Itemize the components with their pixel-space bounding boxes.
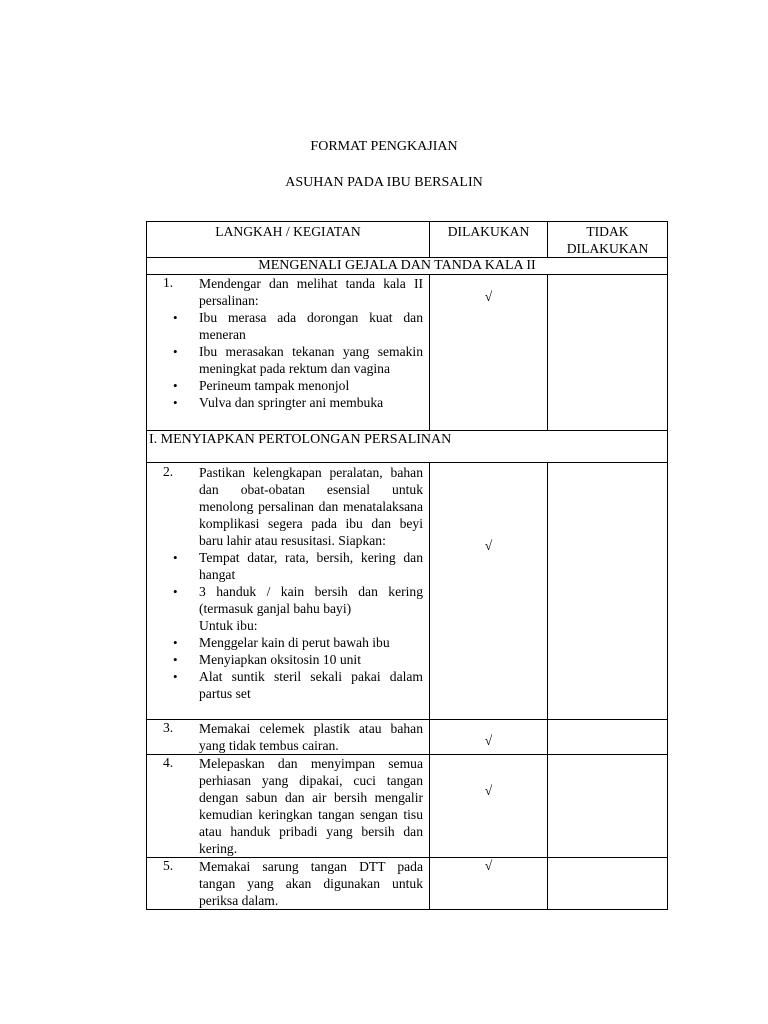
header-langkah: LANGKAH / KEGIATAN [147, 222, 430, 258]
step1-bullet: • Ibu merasa ada dorongan kuat dan meneran [199, 309, 423, 343]
step1-cell [147, 275, 430, 431]
table-row-step3 [147, 720, 668, 755]
step3-done-cell [430, 720, 548, 755]
step3-not-done-cell [548, 720, 668, 755]
step5-cell [147, 858, 430, 910]
step1-bullet-list [199, 309, 423, 411]
step5-done-cell [430, 858, 548, 910]
step2-number: 2. [163, 464, 174, 479]
step2-done-cell [430, 463, 548, 720]
step2-check-mark: √ [484, 538, 493, 553]
section-row-kala2 [147, 258, 668, 275]
step3-text: Memakai celemek plastik atau bahan yang tidak tembus cairan. [199, 721, 423, 753]
header-tidak-dilakukan [548, 222, 668, 258]
step2-bullet: • Menyiapkan oksitosin 10 unit [199, 651, 423, 668]
section-kala2-cell [147, 258, 668, 275]
step4-not-done-cell [548, 755, 668, 858]
step1-bullet: • Perineum tampak menonjol [199, 377, 423, 394]
step4-number: 4. [163, 755, 174, 770]
assessment-table [146, 221, 668, 910]
step2-cell [147, 463, 430, 720]
document-title: FORMAT PENGKAJIAN [310, 139, 458, 154]
section-persiapan-heading: I. MENYIAPKAN PERTOLONGAN PERSALINAN [147, 431, 668, 463]
step2-bullet-list-b [199, 634, 423, 702]
step1-not-done-cell [548, 275, 668, 431]
document-subtitle: ASUHAN PADA IBU BERSALIN [285, 175, 483, 190]
step2-bullet: • Menggelar kain di perut bawah ibu [199, 634, 423, 651]
step5-text: Memakai sarung tangan DTT pada tangan yang akan digunakan untuk periksa dalam. [199, 859, 423, 908]
step2-text: Pastikan kelengkapan peralatan, bahan dan obat-obatan esensial untuk menolong persalinan dan menatalaksana komplikasi segera pada ibu dan beyi baru lahir atau resusitasi. Siapkan: [199, 465, 423, 548]
step4-text: Melepaskan dan menyimpan semua perhiasan yang dipakai, cuci tangan dengan sabun dan air bersih mengalir kemudian keringkan tangan sengan tisu atau handuk pribadi yang bersih dan kering. [199, 756, 423, 856]
step5-number: 5. [163, 858, 174, 873]
document-title-block [0, 138, 768, 192]
table-header-row [147, 222, 668, 258]
step3-number: 3. [163, 720, 174, 735]
step3-check-mark: √ [484, 733, 493, 748]
step3-cell [147, 720, 430, 755]
table-row-step5 [147, 858, 668, 910]
header-tidak-line1: TIDAK [586, 224, 629, 239]
step1-done-cell [430, 275, 548, 431]
header-dilakukan: DILAKUKAN [430, 222, 548, 258]
step2-bullet: • Tempat datar, rata, bersih, kering dan hangat [199, 549, 423, 583]
step1-number: 1. [163, 275, 174, 290]
step2-bullet: • Alat suntik steril sekali pakai dalam partus set [199, 668, 423, 702]
step1-bullet: • Vulva dan springter ani membuka [199, 394, 423, 411]
step4-done-cell [430, 755, 548, 858]
step2-bullet: • 3 handuk / kain bersih dan kering (termasuk ganjal bahu bayi) [199, 583, 423, 617]
section-row-persiapan [147, 431, 668, 463]
step5-check-mark: √ [484, 858, 493, 873]
header-tidak-line2: DILAKUKAN [566, 241, 649, 256]
table-row-step2 [147, 463, 668, 720]
table-row-step4 [147, 755, 668, 858]
step1-bullet: • Ibu merasakan tekanan yang semakin meningkat pada rektum dan vagina [199, 343, 423, 377]
step1-check-mark: √ [484, 289, 493, 304]
table-row-step1 [147, 275, 668, 431]
step5-not-done-cell [548, 858, 668, 910]
section-kala2-heading: MENGENALI GEJALA DAN TANDA KALA II [258, 258, 536, 273]
step1-text: Mendengar dan melihat tanda kala II persalinan: [199, 276, 423, 308]
step2-not-done-cell [548, 463, 668, 720]
step4-cell [147, 755, 430, 858]
step2-bullet-list-a [199, 549, 423, 617]
step4-check-mark: √ [484, 783, 493, 798]
step2-subhead: Untuk ibu: [199, 618, 258, 633]
